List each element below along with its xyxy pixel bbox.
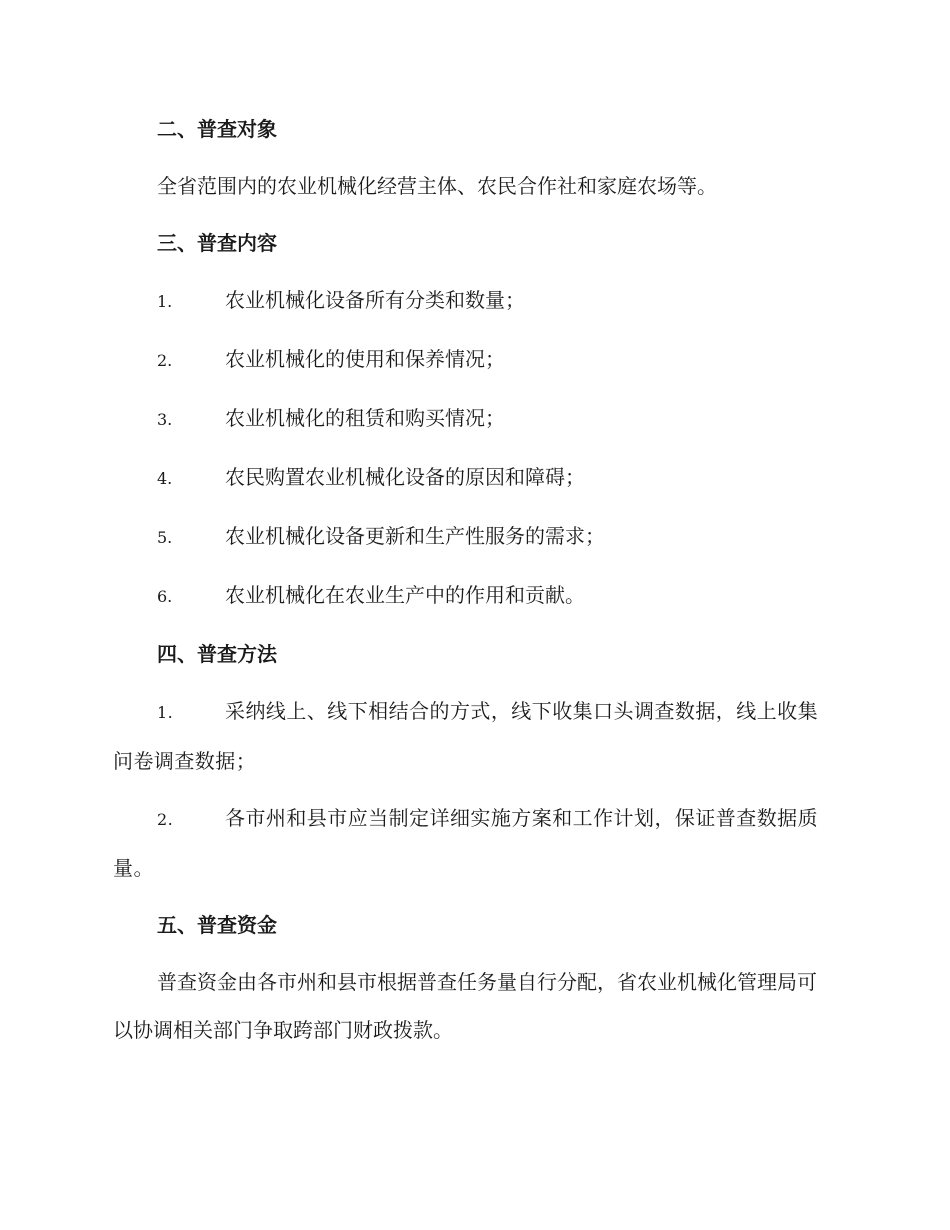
list-item-text: 农业机械化设备更新和生产性服务的需求； [225,524,605,548]
list-item-number: 1. [157,292,173,311]
list-item-text: 各市州和县市应当制定详细实施方案和工作计划，保证普查数据质量。 [113,806,819,880]
list-item-text: 农业机械化的租赁和购买情况； [225,406,505,430]
section-paragraph-survey-objects: 全省范围内的农业机械化经营主体、农民合作社和家庭农场等。 [157,174,717,198]
list-item [113,276,835,326]
list-item-number: 2. [157,351,173,370]
list-item-number: 5. [157,528,173,547]
list-item-number: 2. [157,810,174,829]
list-item [113,512,835,562]
list-item [113,335,835,385]
list-item [113,794,835,892]
list-item [113,453,835,503]
section-heading-survey-funding: 五、普查资金 [157,913,277,937]
list-item-text: 农业机械化设备所有分类和数量； [225,288,525,312]
section-heading-survey-objects: 二、普查对象 [157,117,277,141]
list-item [113,687,835,785]
list-item-number: 1. [157,703,174,722]
list-item-number: 6. [157,587,173,606]
list-item [113,394,835,444]
list-item-number: 4. [157,469,173,488]
list-item-number: 3. [157,410,173,429]
list-item-text: 采纳线上、线下相结合的方式，线下收集口头调查数据，线上收集问卷调查数据； [113,699,819,773]
section-heading-survey-contents: 三、普查内容 [157,231,277,255]
list-item [113,571,835,621]
document-page [113,105,835,1063]
list-item-text: 农业机械化的使用和保养情况； [225,347,505,371]
section-paragraph-survey-funding: 普查资金由各市州和县市根据普查任务量自行分配，省农业机械化管理局可以协调相关部门争取跨部门财政拨款。 [113,970,817,1042]
list-item-text: 农业机械化在农业生产中的作用和贡献。 [225,583,585,607]
list-item-text: 农民购置农业机械化设备的原因和障碍； [225,465,585,489]
section-heading-survey-methods: 四、普查方法 [157,642,277,666]
